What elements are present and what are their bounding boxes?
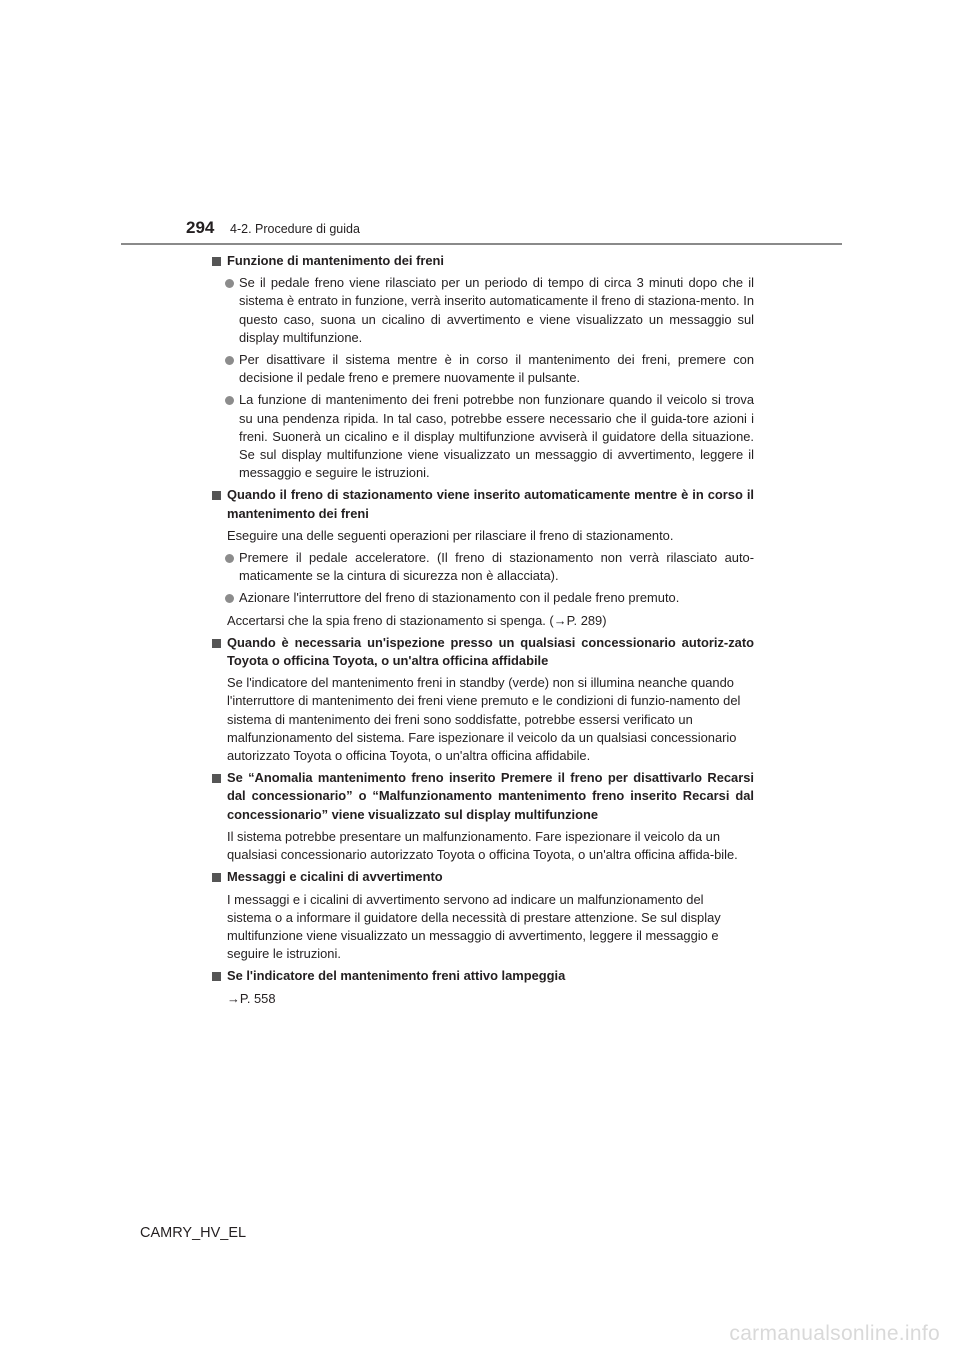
paragraph: I messaggi e i cicalini di avvertimento servono ad indicare un malfunzionamento del sistema o a informare il guidatore della necessità di prestare attenzione. Se sul display multifunzione viene visualizzato un messaggio di avvertimento, leggere il messaggio e seguire le istruzioni. [227, 891, 721, 962]
circle-bullet-icon [225, 594, 234, 603]
square-bullet-icon [212, 774, 221, 783]
bullet-text: Premere il pedale acceleratore. (Il freno di stazionamento non verrà rilasciato auto-maticamente se la cintura di sicurezza non è allacciata). [239, 550, 754, 584]
paragraph: Se l'indicatore del mantenimento freni in standby (verde) non si illumina neanche quando l'interruttore di mantenimento dei freni viene premuto e le condizioni di funzio-namento del sistema di mantenimento dei freni sono soddisfatte, potrebbe essersi verificato un malfunzionamento del sistema. Fare ispezionare il veicolo da un qualsiasi concessionario autorizzato Toyota o officina Toyota, o un'altra officina affidabile. [227, 675, 741, 764]
bullet-item [212, 549, 754, 585]
paragraph: Il sistema potrebbe presentare un malfunzionamento. Fare ispezionare il veicolo da un qualsiasi concessionario autorizzato Toyota o officina Toyota, o un'altra officina affida-bile. [227, 828, 738, 863]
section-heading-text: Se l'indicatore del mantenimento freni attivo lampeggia [227, 968, 566, 984]
square-bullet-icon [212, 491, 221, 500]
section-title: 4-2. Procedure di guida [230, 222, 360, 236]
section-heading [212, 967, 754, 985]
section-heading-text: Quando il freno di stazionamento viene inserito automaticamente mentre è in corso il mantenimento dei freni [227, 487, 754, 521]
section-heading-text: Funzione di mantenimento dei freni [227, 253, 445, 268]
section-heading [212, 868, 754, 886]
header-rule [121, 243, 842, 245]
bullet-item [212, 351, 754, 387]
square-bullet-icon [212, 873, 221, 882]
model-code: CAMRY_HV_EL [140, 1225, 247, 1241]
section-heading [212, 769, 754, 824]
square-bullet-icon [212, 972, 221, 981]
bullet-item [212, 589, 754, 607]
bullet-item [212, 274, 754, 347]
paragraph: Eseguire una delle seguenti operazioni per rilasciare il freno di stazionamento. [227, 527, 674, 543]
bullet-text: Azionare l'interruttore del freno di stazionamento con il pedale freno premuto. [239, 590, 680, 606]
section-heading-text: Se “Anomalia mantenimento freno inserito Premere il freno per disattivarlo Recarsi dal concessionario” o “Malfunzionamento mantenimento freno inserito Recarsi dal concessionario” viene visualizzato sul display multifunzione [227, 770, 754, 822]
bullet-text: Per disattivare il sistema mentre è in corso il mantenimento dei freni, premere con decisione il pedale freno e premere nuovamente il pulsante. [239, 352, 754, 386]
section-heading-text: Messaggi e cicalini di avvertimento [227, 869, 443, 885]
page-reference-link[interactable]: →P. 558 [227, 990, 276, 1006]
square-bullet-icon [212, 257, 221, 266]
bullet-item [212, 391, 754, 482]
section-heading-text: Quando è necessaria un'ispezione presso un qualsiasi concessionario autoriz-zato Toyota o officina Toyota, o un'altra officina affidabile [227, 634, 754, 669]
square-bullet-icon [212, 639, 221, 648]
circle-bullet-icon [225, 356, 234, 365]
page-reference-note: Accertarsi che la spia freno di stazionamento si spenga. (→P. 289) [227, 612, 607, 628]
circle-bullet-icon [225, 396, 234, 405]
watermark: carmanualsonline.info [729, 1322, 940, 1345]
bullet-text: Se il pedale freno viene rilasciato per un periodo di tempo di circa 3 minuti dopo che il sistema è entrato in funzione, verrà inserito automaticamente il freno di staziona-mento. In questo caso, suona un cicalino di avvertimento e viene visualizzato un messaggio sul display multifunzione. [239, 275, 754, 345]
section-heading [212, 634, 754, 670]
section-heading [212, 486, 754, 522]
page-number: 294 [186, 218, 215, 237]
section-heading [212, 252, 754, 270]
bullet-text: La funzione di mantenimento dei freni potrebbe non funzionare quando il veicolo si trova su una pendenza ripida. In tal caso, potrebbe essere necessario che il guida-tore azioni i freni. Suonerà un cicalino e il display multifunzione avviserà il guidatore della situazione. Se sul display multifunzione viene visualizzato un messaggio di avvertimento, leggere il messaggio e seguire le istruzioni. [239, 392, 754, 481]
page-content [212, 252, 754, 1012]
circle-bullet-icon [225, 554, 234, 563]
circle-bullet-icon [225, 279, 234, 288]
